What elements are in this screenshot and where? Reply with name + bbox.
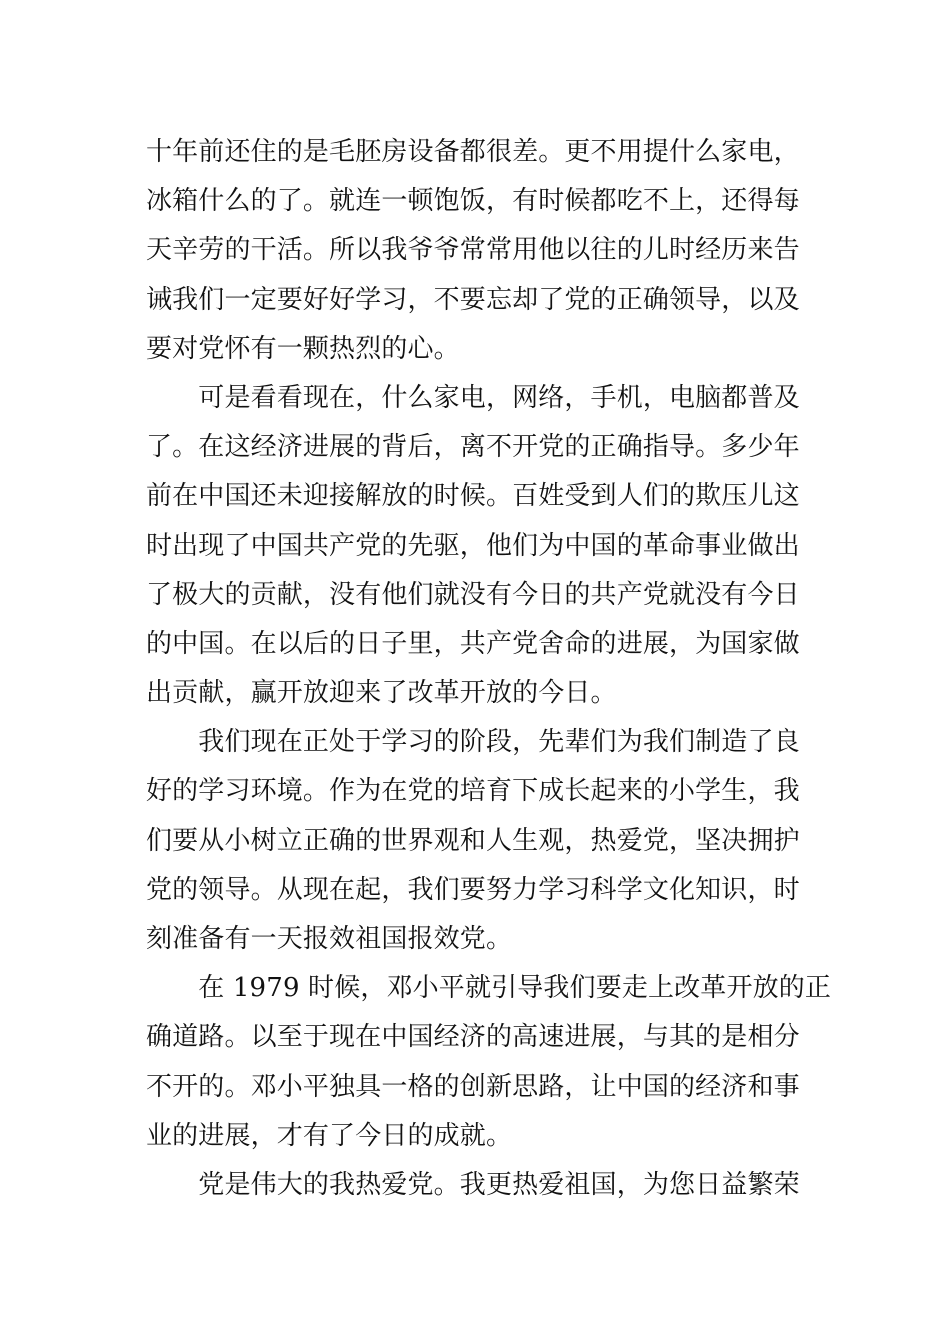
text-line: 了极大的贡献，没有他们就没有今日的共产党就没有今日 <box>146 579 800 610</box>
text-line: 冰箱什么的了。就连一顿饱饭，有时候都吃不上，还得每 <box>146 186 800 217</box>
text-line: 十年前还住的是毛胚房设备都很差。更不用提什么家电， <box>146 137 800 167</box>
text-line: 好的学习环境。作为在党的培育下成长起来的小学生，我 <box>146 776 800 807</box>
text-line: 党的领导。从现在起，我们要努力学习科学文化知识，时 <box>146 874 800 905</box>
text-line: 可是看看现在，什么家电，网络，手机，电脑都普及 <box>146 382 800 413</box>
document-body <box>146 128 832 1210</box>
text-line: 出贡献，赢开放迎来了改革开放的今日。 <box>146 678 617 709</box>
text-line: 们要从小树立正确的世界观和人生观，热爱党，坚决拥护 <box>146 825 800 856</box>
text-line: 党是伟大的我热爱党。我更热爱祖国，为您日益繁荣 <box>146 1169 800 1200</box>
text-line: 前在中国还未迎接解放的时候。百姓受到人们的欺压儿这 <box>146 481 800 512</box>
text-line: 要对党怀有一颗热烈的心。 <box>146 333 460 364</box>
text-line: 了。在这经济进展的背后，离不开党的正确指导。多少年 <box>146 432 800 463</box>
text-line: 在 1979 时候，邓小平就引导我们要走上改革开放的正 <box>146 973 832 1004</box>
text-line: 天辛劳的干活。所以我爷爷常常用他以往的儿时经历来告 <box>146 235 800 266</box>
text-line: 刻准备有一天报效祖国报效党。 <box>146 924 513 954</box>
text-line: 不开的。邓小平独具一格的创新思路，让中国的经济和事 <box>146 1071 800 1102</box>
text-line: 确道路。以至于现在中国经济的高速进展，与其的是相分 <box>146 1022 800 1053</box>
text-line: 诫我们一定要好好学习，不要忘却了党的正确领导，以及 <box>146 284 800 315</box>
text-line: 时出现了中国共产党的先驱，他们为中国的革命事业做出 <box>146 530 800 561</box>
text-line: 我们现在正处于学习的阶段，先辈们为我们制造了良 <box>146 727 800 758</box>
text-line: 的中国。在以后的日子里，共产党舍命的进展，为国家做 <box>146 628 800 659</box>
text-line: 业的进展，才有了今日的成就。 <box>146 1120 513 1151</box>
